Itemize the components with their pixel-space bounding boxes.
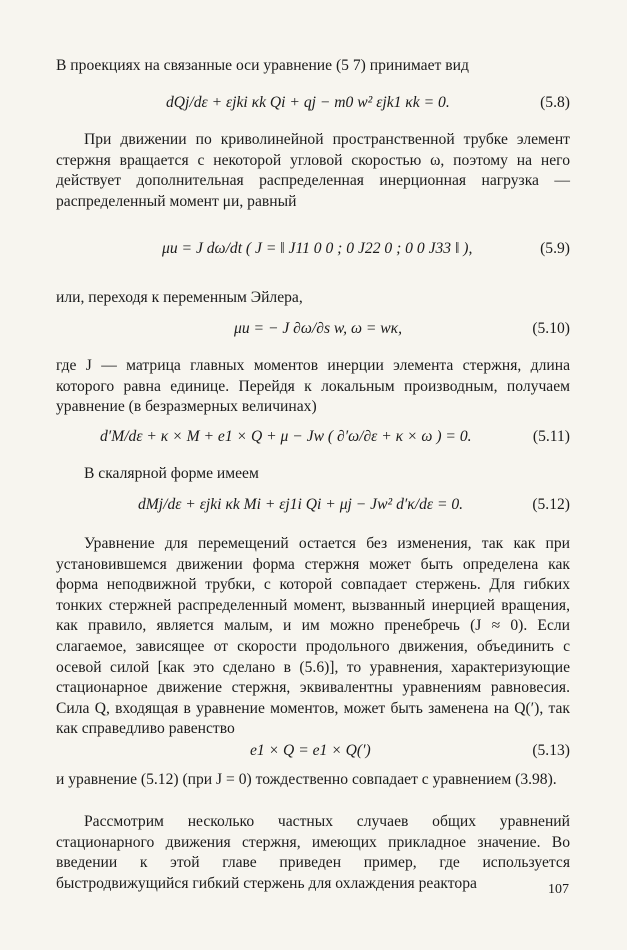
paragraph-inertia-matrix: где J — матрица главных моментов инерции элемента стержня, длина которого равна единице. Перейдя к локальным производным, получаем уравнение (в безразмерных величинах) — [56, 357, 570, 416]
paragraph-displacement-equation: Уравнение для перемещений остается без изменения, так как при установившемся движении форма стержня может быть определена как форма неподвижной трубки, с которой совпадает стержень. Для гибких тонких стержней распределенный момент, вызванный инерцией вращения, как правило, является малым, и им можно пренебречь (J ≈ 0). Если слагаемое, зависящее от скорости продольного движения, объединить с осевой силой [как это сделано в (5.6)], то уравнения, характеризующие стационарное движение стержня, эквивалентны уравнениям равновесия. Сила Q, входящая в уравнение моментов, может быть заменена на Q(′), так как справедливо равенство — [56, 535, 570, 738]
paragraph-scalar-form: В скалярной форме имеем — [84, 465, 259, 482]
paragraph-euler-variables: или, переходя к переменным Эйлера, — [56, 289, 303, 306]
page-number: 107 — [548, 882, 569, 897]
equation-5-11-number: (5.11) — [532, 428, 570, 445]
equation-5-11-body: d′M/dε + κ × M + e1 × Q + μ − Jw ( ∂′ω/∂ε + κ × ω ) = 0. — [100, 428, 472, 445]
paragraph-rotation-load: При движении по криволинейной пространственной трубке элемент стержня вращается с некоторой угловой скоростью ω, поэтому на него действует дополнительная распределенная инерционная нагрузка — распределенный момент μи, равный — [56, 131, 570, 210]
equation-5-10 — [56, 306, 570, 336]
equation-5-8 — [56, 80, 570, 110]
equation-5-8-number: (5.8) — [540, 94, 570, 111]
equation-5-12 — [56, 482, 570, 512]
equation-5-13 — [56, 736, 570, 766]
equation-5-9 — [56, 222, 570, 278]
equation-5-9-number: (5.9) — [540, 240, 570, 257]
paragraph-intro-projections: В проекциях на связанные оси уравнение (5 7) принимает вид — [56, 57, 469, 74]
equation-5-13-number: (5.13) — [532, 742, 570, 759]
equation-5-11 — [56, 414, 570, 444]
equation-5-9-body: μи = J dω/dt ( J = ‖ J11 0 0 ; 0 J22 0 ; 0 0 J33 ‖ ), — [162, 240, 473, 257]
equation-5-10-number: (5.10) — [532, 320, 570, 337]
equation-5-13-body: e1 × Q = e1 × Q(′) — [250, 742, 371, 759]
paragraph-identity-note: и уравнение (5.12) (при J = 0) тождественно совпадает с уравнением (3.98). — [56, 771, 557, 788]
equation-5-12-body: dMj/dε + εjki κk Mi + εj1i Qi + μj − Jw² d′κ/dε = 0. — [138, 496, 464, 513]
paragraph-special-cases: Рассмотрим несколько частных случаев общих уравнений стационарного движения стержня, имеющих прикладное значение. Во введении к этой главе приведен пример, где используется быстродвижущийся гибкий стержень для охлаждения реактора — [56, 813, 570, 892]
equation-5-10-body: μи = − J ∂ω/∂s w, ω = wκ, — [234, 320, 403, 337]
equation-5-8-body: dQj/dε + εjki κk Qi + qj − m0 w² εjk1 κk = 0. — [166, 94, 450, 111]
equation-5-12-number: (5.12) — [532, 496, 570, 513]
